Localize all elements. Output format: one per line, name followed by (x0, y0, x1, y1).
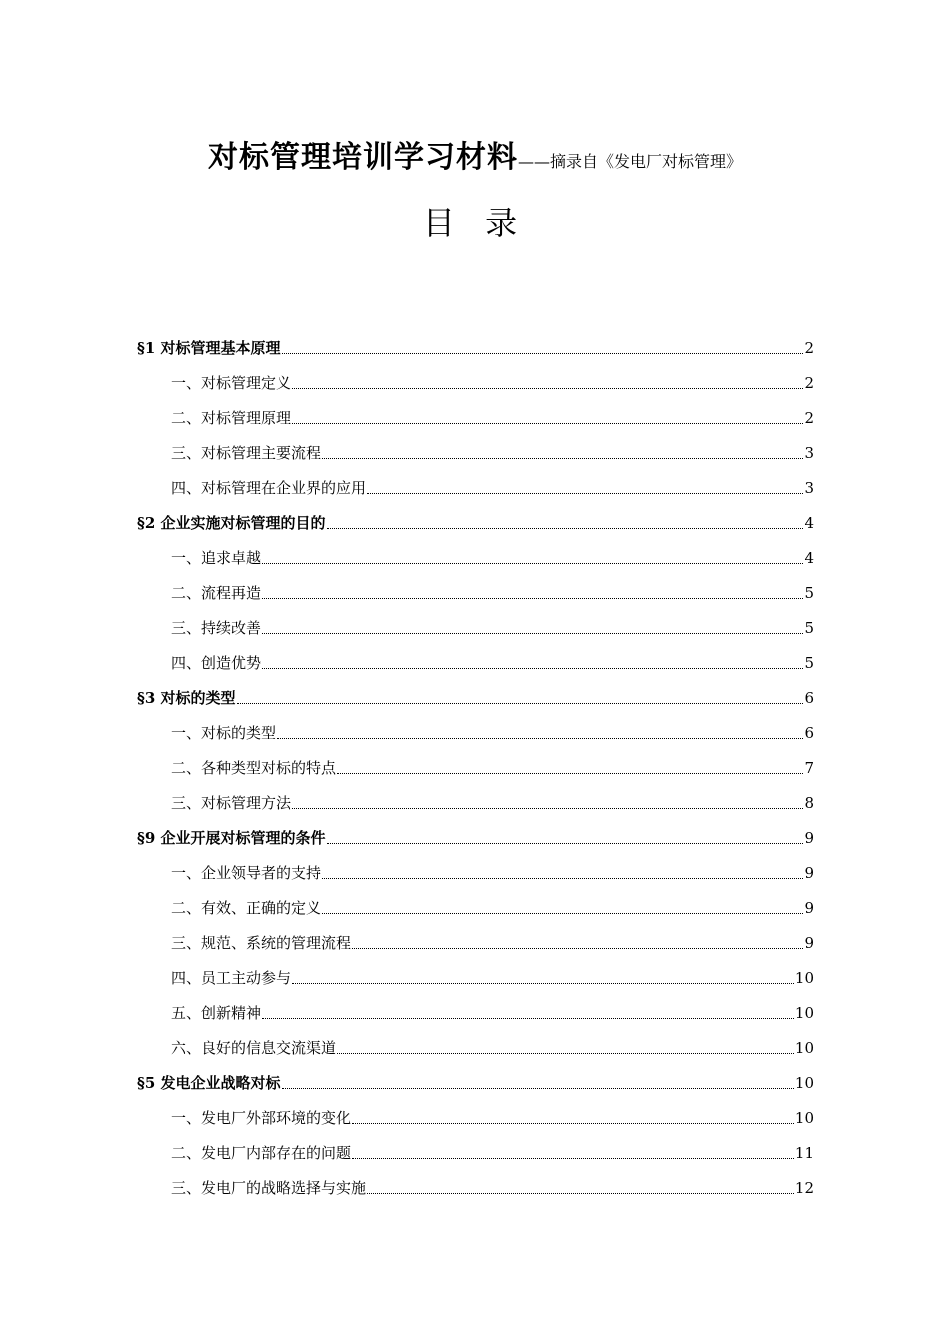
toc-entry-label: 一、发电厂外部环境的变化 (171, 1109, 352, 1127)
toc-page-number: 12 (794, 1179, 814, 1197)
toc-page-number: 2 (804, 374, 814, 392)
toc-dot-leader (322, 878, 803, 879)
toc-section-entry[interactable] (137, 331, 814, 366)
toc-entry-label: 二、对标管理原理 (171, 409, 292, 427)
toc-entry-label: 三、持续改善 (171, 619, 262, 637)
toc-subsection-entry[interactable] (137, 1031, 814, 1066)
toc-subsection-entry[interactable] (137, 646, 814, 681)
toc-page-number: 6 (804, 724, 814, 742)
toc-entry-label: 三、对标管理方法 (171, 794, 292, 812)
toc-subsection-entry[interactable] (137, 996, 814, 1031)
toc-entry-label: §2 企业实施对标管理的目的 (137, 514, 326, 532)
toc-entry-label: 四、对标管理在企业界的应用 (171, 479, 367, 497)
document-title (0, 132, 950, 176)
toc-entry-label: 四、创造优势 (171, 654, 262, 672)
toc-page-number: 5 (804, 654, 814, 672)
toc-heading: 目 录 (422, 204, 528, 242)
toc-dot-leader (262, 598, 803, 599)
toc-entry-label: 三、发电厂的战略选择与实施 (171, 1179, 367, 1197)
toc-page-number: 2 (804, 409, 814, 427)
toc-page-number: 9 (804, 829, 814, 847)
toc-subsection-entry[interactable] (137, 856, 814, 891)
toc-entry-label: 二、各种类型对标的特点 (171, 759, 337, 777)
toc-dot-leader (322, 913, 803, 914)
toc-dot-leader (322, 458, 803, 459)
toc-dot-leader (352, 1123, 794, 1124)
toc-entry-label: 一、对标的类型 (171, 724, 277, 742)
toc-dot-leader (292, 423, 803, 424)
toc-subsection-entry[interactable] (137, 751, 814, 786)
toc-dot-leader (262, 1018, 794, 1019)
toc-subsection-entry[interactable] (137, 1101, 814, 1136)
toc-page-number: 3 (804, 444, 814, 462)
toc-subsection-entry[interactable] (137, 611, 814, 646)
toc-page-number: 10 (794, 969, 814, 987)
toc-dot-leader (262, 668, 803, 669)
toc-page-number: 2 (804, 339, 814, 357)
toc-dot-leader (292, 388, 803, 389)
toc-dot-leader (262, 633, 803, 634)
toc-section-entry[interactable] (137, 1066, 814, 1101)
toc-dot-leader (327, 528, 804, 529)
title-subtitle: ——摘录自《发电厂对标管理》 (517, 152, 742, 171)
toc-page-number: 4 (804, 549, 814, 567)
toc-subsection-entry[interactable] (137, 1136, 814, 1171)
toc-dot-leader (367, 1193, 794, 1194)
toc-entry-label: §9 企业开展对标管理的条件 (137, 829, 326, 847)
toc-subsection-entry[interactable] (137, 471, 814, 506)
toc-entry-label: §1 对标管理基本原理 (137, 339, 281, 357)
toc-subsection-entry[interactable] (137, 401, 814, 436)
toc-dot-leader (262, 563, 803, 564)
toc-dot-leader (282, 1088, 794, 1089)
toc-subsection-entry[interactable] (137, 541, 814, 576)
toc-entry-label: 二、有效、正确的定义 (171, 899, 322, 917)
toc-subsection-entry[interactable] (137, 891, 814, 926)
toc-page-number: 9 (804, 934, 814, 952)
toc-subsection-entry[interactable] (137, 926, 814, 961)
toc-section-entry[interactable] (137, 506, 814, 541)
toc-dot-leader (337, 773, 803, 774)
toc-dot-leader (292, 808, 803, 809)
toc-page-number: 7 (804, 759, 814, 777)
toc-dot-leader (352, 1158, 794, 1159)
toc-subsection-entry[interactable] (137, 786, 814, 821)
toc-subsection-entry[interactable] (137, 576, 814, 611)
table-of-contents (137, 331, 814, 1206)
toc-section-entry[interactable] (137, 681, 814, 716)
toc-page-number: 10 (794, 1004, 814, 1022)
toc-page-number: 9 (804, 899, 814, 917)
toc-subsection-entry[interactable] (137, 961, 814, 996)
toc-dot-leader (327, 843, 804, 844)
toc-entry-label: 五、创新精神 (171, 1004, 262, 1022)
toc-section-entry[interactable] (137, 821, 814, 856)
toc-subsection-entry[interactable] (137, 1171, 814, 1206)
toc-entry-label: 三、对标管理主要流程 (171, 444, 322, 462)
toc-dot-leader (277, 738, 803, 739)
toc-entry-label: 二、流程再造 (171, 584, 262, 602)
toc-page-number: 10 (794, 1109, 814, 1127)
toc-entry-label: §3 对标的类型 (137, 689, 236, 707)
toc-entry-label: §5 发电企业战略对标 (137, 1074, 281, 1092)
toc-dot-leader (367, 493, 803, 494)
toc-entry-label: 三、规范、系统的管理流程 (171, 934, 352, 952)
toc-page-number: 6 (804, 689, 814, 707)
toc-entry-label: 一、企业领导者的支持 (171, 864, 322, 882)
toc-dot-leader (237, 703, 804, 704)
toc-entry-label: 一、对标管理定义 (171, 374, 292, 392)
toc-dot-leader (292, 983, 794, 984)
toc-subsection-entry[interactable] (137, 436, 814, 471)
toc-page-number: 5 (804, 619, 814, 637)
toc-dot-leader (337, 1053, 794, 1054)
toc-entry-label: 四、员工主动参与 (171, 969, 292, 987)
toc-subsection-entry[interactable] (137, 366, 814, 401)
toc-dot-leader (352, 948, 803, 949)
toc-page-number: 5 (804, 584, 814, 602)
toc-dot-leader (282, 353, 804, 354)
toc-entry-label: 六、良好的信息交流渠道 (171, 1039, 337, 1057)
toc-page-number: 4 (804, 514, 814, 532)
toc-entry-label: 二、发电厂内部存在的问题 (171, 1144, 352, 1162)
toc-page-number: 9 (804, 864, 814, 882)
toc-page-number: 10 (794, 1039, 814, 1057)
toc-page-number: 8 (804, 794, 814, 812)
toc-entry-label: 一、追求卓越 (171, 549, 262, 567)
title-main: 对标管理培训学习材料 (207, 140, 518, 175)
toc-subsection-entry[interactable] (137, 716, 814, 751)
toc-page-number: 11 (794, 1144, 814, 1162)
toc-page-number: 3 (804, 479, 814, 497)
toc-page-number: 10 (794, 1074, 814, 1092)
